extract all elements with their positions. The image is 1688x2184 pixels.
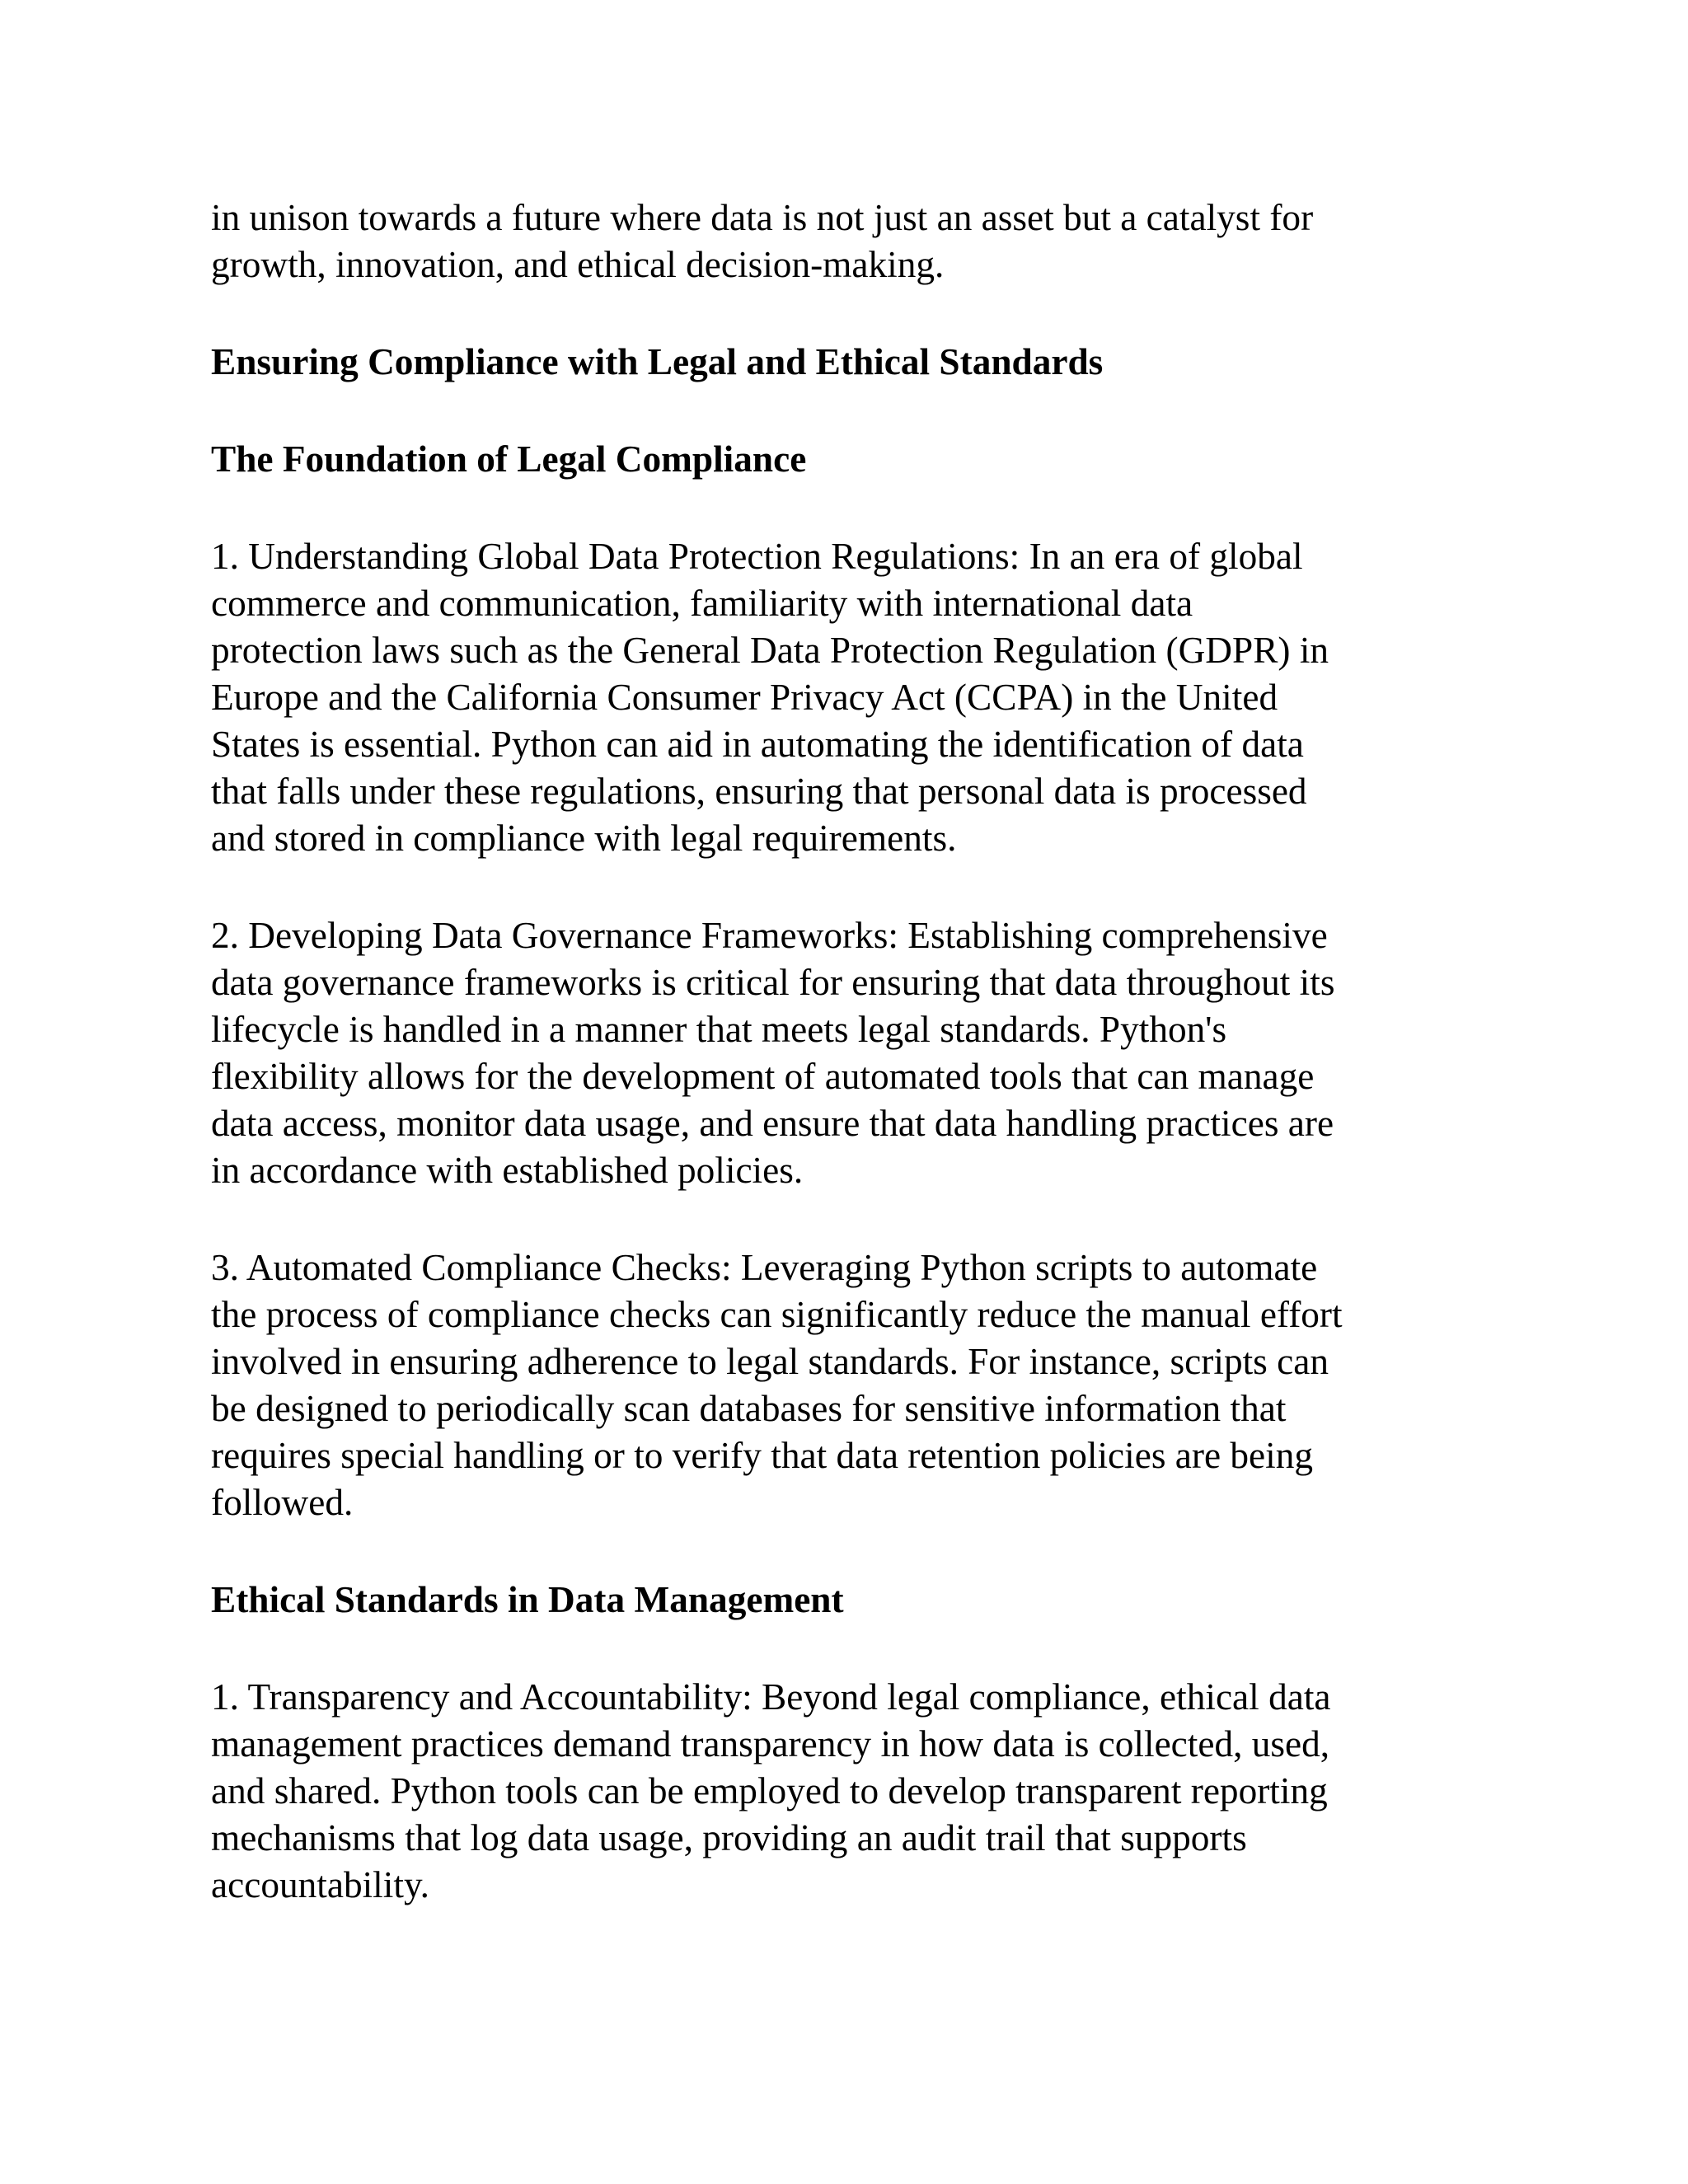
text-line: 1. Transparency and Accountability: Beyond legal compliance, ethical data [211,1676,1331,1718]
legal-item-3 [211,1244,1480,1526]
text-line: the process of compliance checks can significantly reduce the manual effort [211,1294,1343,1335]
text-line: management practices demand transparency in how data is collected, used, [211,1723,1330,1765]
text-line: involved in ensuring adherence to legal standards. For instance, scripts can [211,1341,1329,1382]
legal-item-2 [211,912,1480,1194]
document-page [211,194,1480,1909]
text-line: protection laws such as the General Data Protection Regulation (GDPR) in [211,630,1329,671]
section-heading: Ensuring Compliance with Legal and Ethical Standards [211,341,1104,382]
text-line: followed. [211,1482,354,1523]
text-line: States is essential. Python can aid in automating the identification of data [211,724,1304,765]
text-line: data governance frameworks is critical for ensuring that data throughout its [211,962,1335,1003]
ethical-item-1 [211,1674,1480,1909]
text-line: 2. Developing Data Governance Frameworks: Establishing comprehensive [211,915,1328,956]
text-line: mechanisms that log data usage, providing an audit trail that supports [211,1817,1247,1858]
legal-item-1 [211,533,1480,862]
text-line: Europe and the California Consumer Privacy Act (CCPA) in the United [211,677,1278,718]
text-line: growth, innovation, and ethical decision-making. [211,244,945,285]
subheading-ethical-standards: Ethical Standards in Data Management [211,1579,844,1620]
text-line: commerce and communication, familiarity with international data [211,583,1193,624]
text-line: and shared. Python tools can be employed to develop transparent reporting [211,1770,1328,1811]
text-line: data access, monitor data usage, and ensure that data handling practices are [211,1103,1334,1144]
text-line: lifecycle is handled in a manner that meets legal standards. Python's [211,1009,1227,1050]
text-line: 1. Understanding Global Data Protection Regulations: In an era of global [211,536,1303,577]
text-line: flexibility allows for the development of automated tools that can manage [211,1056,1315,1097]
text-line: in unison towards a future where data is not just an asset but a catalyst for [211,197,1314,238]
text-line: 3. Automated Compliance Checks: Leveraging Python scripts to automate [211,1247,1318,1288]
text-line: in accordance with established policies. [211,1150,804,1191]
text-line: requires special handling or to verify that data retention policies are being [211,1435,1314,1476]
intro-paragraph [211,194,1480,288]
text-line: accountability. [211,1864,429,1905]
text-line: that falls under these regulations, ensuring that personal data is processed [211,771,1307,812]
text-line: and stored in compliance with legal requirements. [211,818,957,859]
text-line: be designed to periodically scan databases for sensitive information that [211,1388,1287,1429]
subheading-legal-compliance: The Foundation of Legal Compliance [211,438,807,480]
